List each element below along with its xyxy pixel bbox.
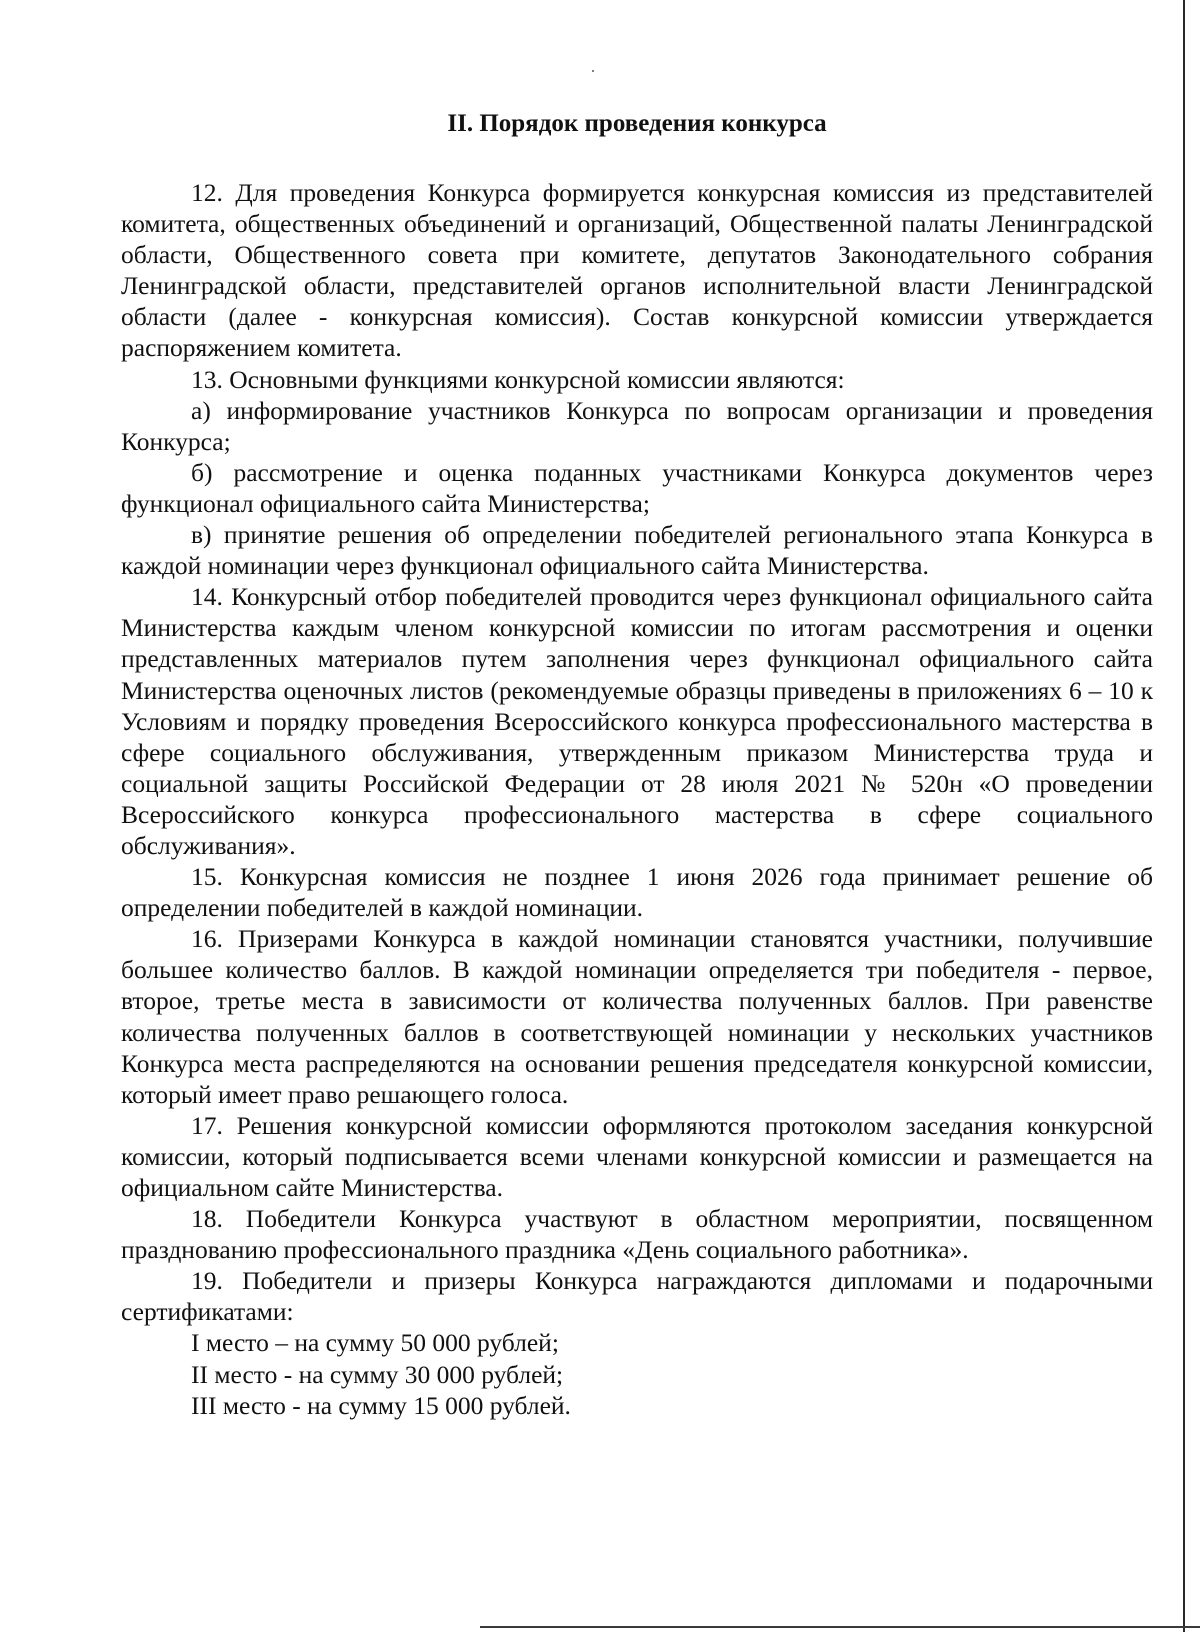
prize-third-place: III место - на сумму 15 000 рублей. — [191, 1390, 571, 1420]
paragraph-13: 13. Основными функциями конкурсной комиссии являются: — [191, 364, 845, 394]
paragraph-12: 12. Для проведения Конкурса формируется конкурсная комиссия из представителей комитета, общественных объединений и организаций, Общественной палаты Ленинградской области, Общественного совета при комитете, депутатов Законодательного собрания Ленинградской области, представителей органов исполнительной власти Ленинградской области (далее - конкурсная комиссия). Состав конкурсной комиссии утверждается распоряжением комитета. — [121, 178, 1153, 363]
paragraph-14: 14. Конкурсный отбор победителей проводится через функционал официального сайта Министерства каждым членом конкурсной комиссии по итогам рассмотрения и оценки представленных материалов путем заполнения через функционал официального сайта Министерства оценочных листов (рекомендуемые образцы приведены в приложениях 6 – 10 к Условиям и порядку проведения Всероссийского конкурса профессионального мастерства в сфере социального обслуживания, утвержденным приказом Министерства труда и социальной защиты Российской Федерации от 28 июля 2021 № 520н «О проведении Всероссийского конкурса профессионального мастерства в сфере социального обслуживания». — [121, 582, 1153, 860]
scan-speck — [592, 70, 594, 72]
paragraph-15: 15. Конкурсная комиссия не позднее 1 июня 2026 года принимает решение об определении победителей в каждой номинации. — [121, 862, 1153, 923]
paragraph-13b: б) рассмотрение и оценка поданных участниками Конкурса документов через функционал официального сайта Министерства; — [121, 457, 1153, 518]
document-page — [121, 108, 1153, 1421]
prize-second-place: II место - на сумму 30 000 рублей; — [191, 1359, 564, 1389]
scan-edge-bottom — [480, 1626, 1200, 1628]
paragraph-18: 18. Победители Конкурса участвуют в областном мероприятии, посвященном празднованию профессионального праздника «День социального работника». — [121, 1204, 1153, 1265]
paragraph-13a: а) информирование участников Конкурса по вопросам организации и проведения Конкурса; — [121, 395, 1153, 456]
section-title: II. Порядок проведения конкурса — [447, 110, 827, 137]
scan-edge-right — [1183, 0, 1185, 1632]
prize-first-place: I место – на сумму 50 000 рублей; — [191, 1328, 559, 1358]
paragraph-19: 19. Победители и призеры Конкурса награждаются дипломами и подарочными сертификатами: — [121, 1266, 1153, 1327]
paragraph-16: 16. Призерами Конкурса в каждой номинации становятся участники, получившие большее количество баллов. В каждой номинации определяется три победителя - первое, второе, третье места в зависимости от количества полученных баллов. При равенстве количества полученных баллов в соответствующей номинации у нескольких участников Конкурса места распределяются на основании решения председателя конкурсной комиссии, который имеет право решающего голоса. — [121, 924, 1153, 1109]
paragraph-13c: в) принятие решения об определении победителей регионального этапа Конкурса в каждой номинации через функционал официального сайта Министерства. — [121, 520, 1153, 581]
paragraph-17: 17. Решения конкурсной комиссии оформляются протоколом заседания конкурсной комиссии, который подписывается всеми членами конкурсной комиссии и размещается на официальном сайте Министерства. — [121, 1110, 1153, 1202]
